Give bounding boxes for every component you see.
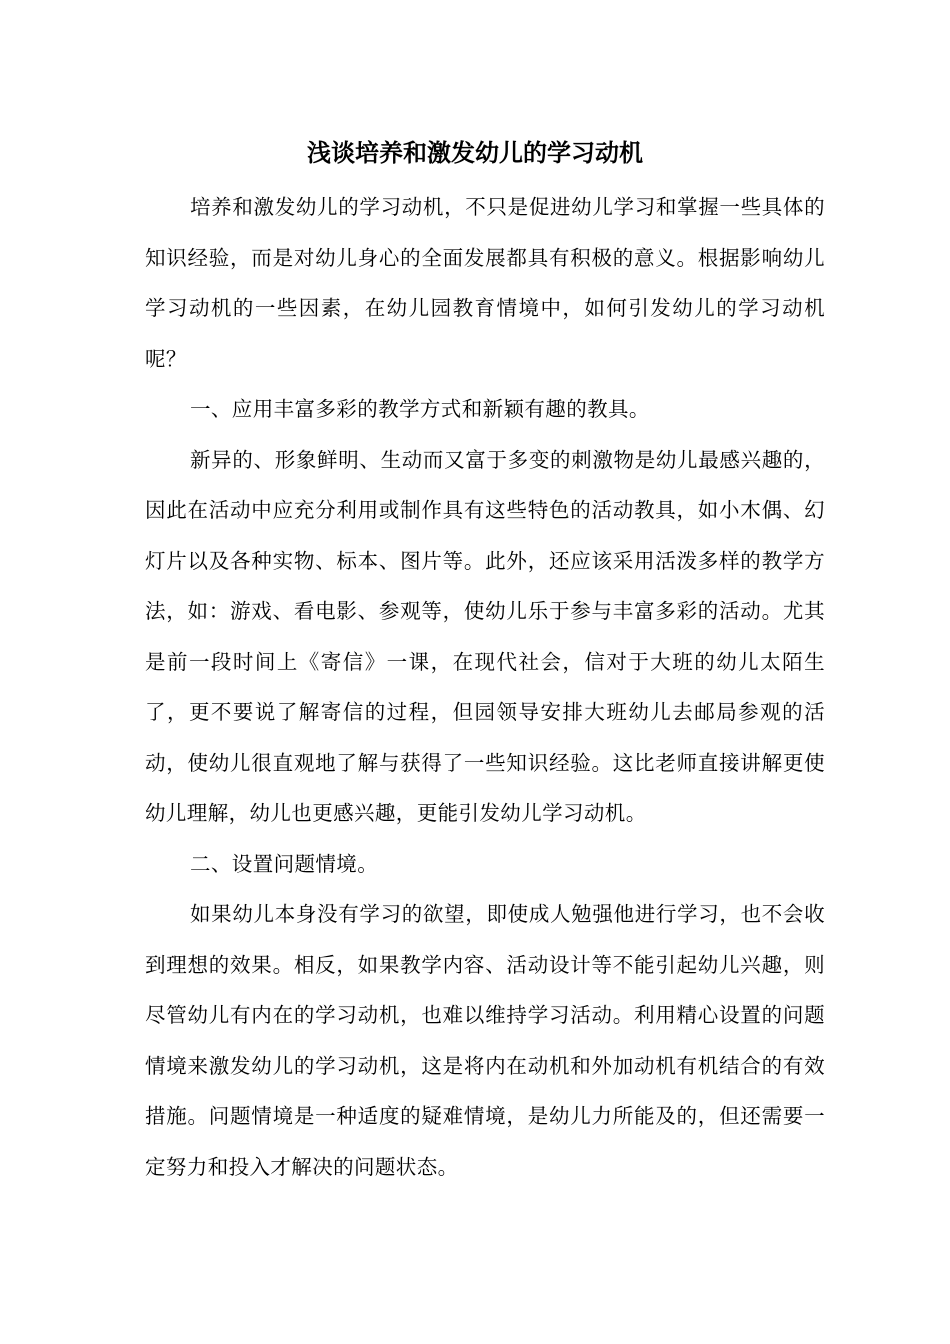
section-heading-2: 二、设置问题情境。 bbox=[190, 851, 379, 876]
paragraph-section-2: 如果幼儿本身没有学习的欲望，即使成人勉强他进行学习，也不会收到理想的效果。相反，如果教学内容、活动设计等不能引起幼儿兴趣，则尽管幼儿有内在的学习动机，也难以维持学习活动。利用精心设置的问题情境来激发幼儿的学习动机，这是将内在动机和外加动机有机结合的有效措施。问题情境是一种适度的疑难情境，是幼儿力所能及的，但还需要一定努力和投入才解决的问题状态。 bbox=[145, 902, 825, 1179]
paragraph-section-1: 新异的、形象鲜明、生动而又富于多变的刺激物是幼儿最感兴趣的，因此在活动中应充分利用或制作具有这些特色的活动教具，如小木偶、幻灯片以及各种实物、标本、图片等。此外，还应该采用活泼多样的教学方法，如：游戏、看电影、参观等，使幼儿乐于参与丰富多彩的活动。尤其是前一段时间上《寄信》一课，在现代社会，信对于大班的幼儿太陌生了，更不要说了解寄信的过程，但园领导安排大班幼儿去邮局参观的活动，使幼儿很直观地了解与获得了一些知识经验。这比老师直接讲解更使幼儿理解，幼儿也更感兴趣，更能引发幼儿学习动机。 bbox=[145, 447, 825, 825]
paragraph-intro: 培养和激发幼儿的学习动机，不只是促进幼儿学习和掌握一些具体的知识经验，而是对幼儿身心的全面发展都具有积极的意义。根据影响幼儿学习动机的一些因素，在幼儿园教育情境中，如何引发幼儿的学习动机呢？ bbox=[145, 195, 825, 371]
section-heading-1: 一、应用丰富多彩的教学方式和新颖有趣的教具。 bbox=[190, 397, 650, 421]
document-title: 浅谈培养和激发幼儿的学习动机 bbox=[307, 138, 643, 167]
document-body bbox=[145, 182, 825, 1192]
